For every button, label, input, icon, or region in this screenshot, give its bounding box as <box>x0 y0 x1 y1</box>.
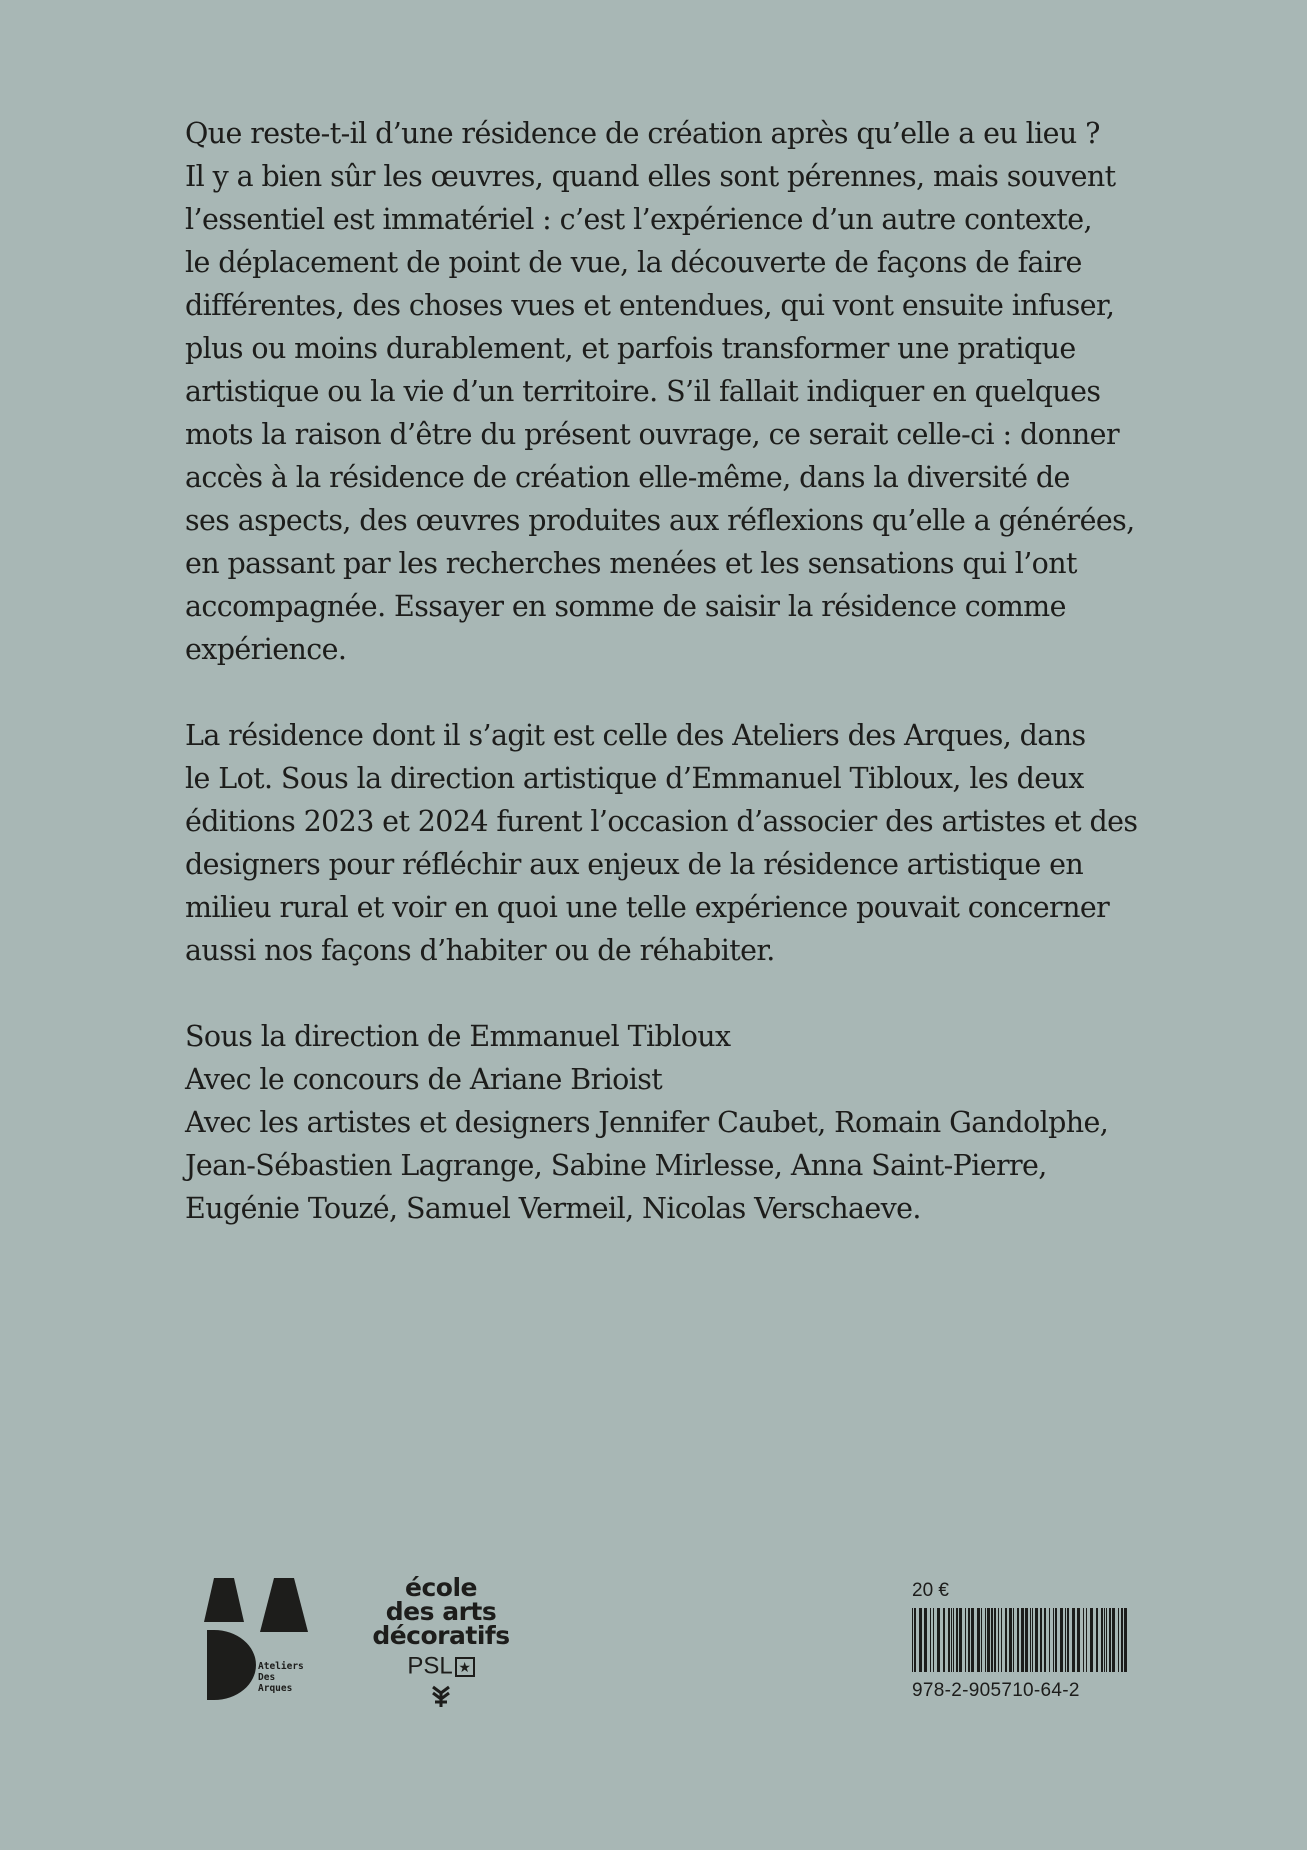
barcode-bar <box>948 1608 950 1672</box>
barcode-bar <box>1030 1608 1031 1672</box>
barcode-bar <box>930 1608 931 1672</box>
barcode-bar <box>1035 1608 1038 1672</box>
text-line: l’essentiel est immatériel : c’est l’expérience d’un autre contexte, <box>185 203 1093 236</box>
barcode-bar <box>965 1608 966 1672</box>
barcode-bar <box>1121 1608 1123 1672</box>
isbn-barcode <box>912 1608 1134 1672</box>
credit-line: Avec le concours de Ariane Brioist <box>185 1063 663 1096</box>
text-line: milieu rural et voir en quoi une telle expérience pouvait concerner <box>185 891 1110 924</box>
barcode-bar <box>1124 1608 1127 1672</box>
barcode-bar <box>951 1608 952 1672</box>
credit-line: Sous la direction de Emmanuel Tibloux <box>185 1020 731 1053</box>
text-line: mots la raison d’être du présent ouvrage, ce serait celle-ci : donner <box>185 418 1119 451</box>
barcode-bar <box>1013 1608 1014 1672</box>
barcode-block <box>912 1580 1137 1702</box>
credit-line: Jean-Sébastien Lagrange, Sabine Mirlesse, Anna Saint-Pierre, <box>185 1149 1047 1182</box>
text-line: différentes, des choses vues et entendues, qui vont ensuite infuser, <box>185 289 1115 322</box>
barcode-bar <box>1072 1608 1075 1672</box>
credit-line: Eugénie Touzé, Samuel Vermeil, Nicolas Verschaeve. <box>185 1192 921 1225</box>
barcode-bar <box>919 1608 922 1672</box>
barcode-bar <box>1001 1608 1002 1672</box>
barcode-bar <box>981 1608 982 1672</box>
ensad-emblem-icon <box>432 1685 450 1707</box>
psl-label: PSL <box>407 1652 453 1680</box>
text-line: expérience. <box>185 633 347 666</box>
isbn-number: 978-2-905710-64-2 <box>912 1680 1080 1701</box>
text-line: La résidence dont il s’agit est celle des Ateliers des Arques, dans <box>185 719 1086 752</box>
price-label: 20 € <box>912 1580 949 1601</box>
barcode-bar <box>1106 1608 1107 1672</box>
barcode-bar <box>1060 1608 1063 1672</box>
barcode-bar <box>1104 1608 1105 1672</box>
barcode-bar <box>956 1608 958 1672</box>
barcode-bar <box>1017 1608 1019 1672</box>
barcode-bar <box>1118 1608 1119 1672</box>
barcode-bar <box>977 1608 980 1672</box>
barcode-bar <box>987 1608 990 1672</box>
barcode-bar <box>1040 1608 1042 1672</box>
credits <box>185 1015 1145 1230</box>
barcode-bar <box>1049 1608 1050 1672</box>
ensad-logo <box>356 1573 526 1707</box>
barcode-bar <box>1021 1608 1024 1672</box>
paragraph-context <box>185 714 1145 972</box>
ada-top-right-shape <box>260 1578 308 1632</box>
barcode-bar <box>937 1608 940 1672</box>
barcode-bar <box>912 1608 913 1672</box>
barcode-bar <box>1067 1608 1069 1672</box>
barcode-bar <box>1053 1608 1054 1672</box>
text-line: en passant par les recherches menées et les sensations qui l’ont <box>185 547 1077 580</box>
text-line: ses aspects, des œuvres produites aux réflexions qu’elle a générées, <box>185 504 1135 537</box>
barcode-bar <box>1077 1608 1080 1672</box>
barcode-bar <box>953 1608 954 1672</box>
ada-top-left-shape <box>204 1578 244 1622</box>
ensad-word: des arts <box>385 1597 497 1626</box>
ada-word: Des <box>258 1672 276 1683</box>
psl-badge <box>356 1654 526 1679</box>
paragraph-spacer <box>185 972 1145 1015</box>
barcode-bar <box>1109 1608 1111 1672</box>
barcode-bar <box>971 1608 974 1672</box>
barcode-bar <box>1005 1608 1007 1672</box>
barcode-bar <box>914 1608 916 1672</box>
text-line: Que reste-t-il d’une résidence de création après qu’elle a eu lieu ? <box>185 117 1100 150</box>
barcode-bar <box>1101 1608 1103 1672</box>
barcode-bar <box>1044 1608 1046 1672</box>
ada-bottom-d-shape <box>207 1630 256 1700</box>
barcode-bar <box>924 1608 927 1672</box>
barcode-bar <box>968 1608 970 1672</box>
text-line: le Lot. Sous la direction artistique d’Emmanuel Tibloux, les deux <box>185 762 1084 795</box>
ada-word: Arques <box>258 1683 293 1694</box>
credit-line: Avec les artistes et designers Jennifer Caubet, Romain Gandolphe, <box>185 1106 1109 1139</box>
back-cover-text <box>185 112 1145 1230</box>
text-line: Il y a bien sûr les œuvres, quand elles sont pérennes, mais souvent <box>185 160 1116 193</box>
barcode-bar <box>1086 1608 1087 1672</box>
barcode-bar <box>1090 1608 1093 1672</box>
barcode-bar <box>959 1608 962 1672</box>
barcode-bar <box>994 1608 996 1672</box>
barcode-bar <box>1096 1608 1098 1672</box>
text-line: designers pour réfléchir aux enjeux de la résidence artistique en <box>185 848 1084 881</box>
barcode-bar <box>1025 1608 1028 1672</box>
psl-star-icon: ★ <box>455 1657 475 1677</box>
ateliers-des-arques-wordmark <box>258 1661 304 1694</box>
barcode-bar <box>985 1608 986 1672</box>
barcode-bar <box>1112 1608 1115 1672</box>
text-line: aussi nos façons d’habiter ou de réhabiter. <box>185 934 775 967</box>
text-line: plus ou moins durablement, et parfois transformer une pratique <box>185 332 1076 365</box>
barcode-bar <box>991 1608 993 1672</box>
ada-word: Ateliers <box>258 1661 304 1672</box>
barcode-bar <box>1032 1608 1033 1672</box>
text-line: le déplacement de point de vue, la découverte de façons de faire <box>185 246 1082 279</box>
ensad-word: école <box>405 1573 477 1602</box>
text-line: éditions 2023 et 2024 furent l’occasion d’associer des artistes et des <box>185 805 1138 838</box>
barcode-bar <box>1009 1608 1012 1672</box>
barcode-bar <box>933 1608 934 1672</box>
barcode-bar <box>943 1608 945 1672</box>
text-line: artistique ou la vie d’un territoire. S’il fallait indiquer en quelques <box>185 375 1101 408</box>
text-line: accès à la résidence de création elle-même, dans la diversité de <box>185 461 1070 494</box>
paragraph-spacer <box>185 671 1145 714</box>
ensad-word: décoratifs <box>372 1621 510 1650</box>
text-line: accompagnée. Essayer en somme de saisir la résidence comme <box>185 590 1066 623</box>
barcode-bar <box>1055 1608 1057 1672</box>
barcode-bar <box>998 1608 999 1672</box>
barcode-bar <box>1065 1608 1066 1672</box>
barcode-bar <box>1083 1608 1084 1672</box>
paragraph-intro <box>185 112 1145 671</box>
